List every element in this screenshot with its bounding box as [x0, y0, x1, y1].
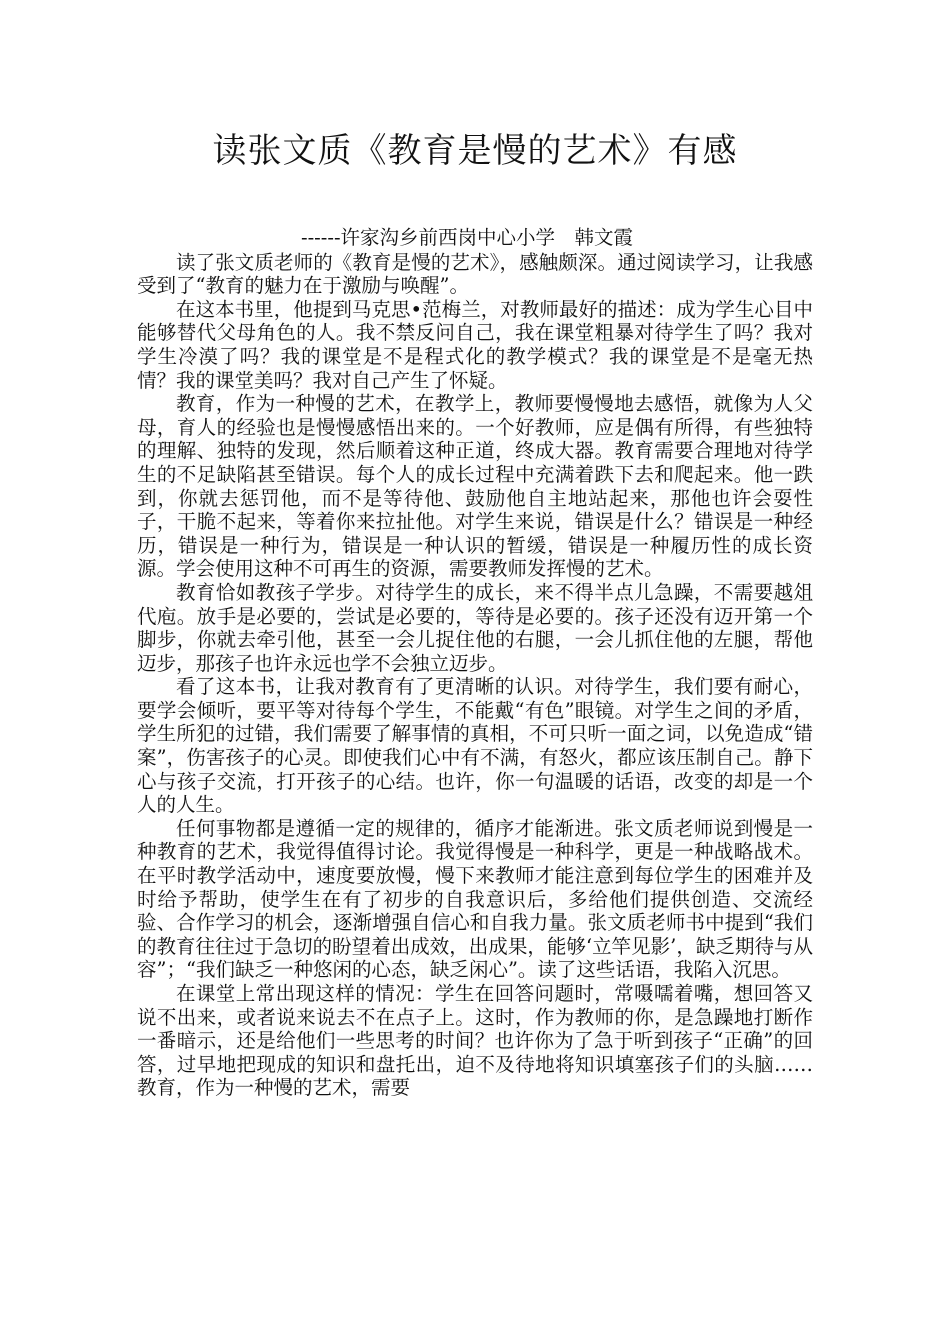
paragraph: 在课堂上常出现这样的情况：学生在回答问题时，常嗫嚅着嘴，想回答又说不出来，或者说来说去不在点子上。这时，作为教师的你，是急躁地打断作一番暗示，还是给他们一些思考的时间？也许你为了急于听到孩子“正确”的回答，过早地把现成的知识和盘托出，迫不及待地将知识填塞孩子们的头脑……教育，作为一种慢的艺术，需要	[137, 982, 813, 1100]
document-title: 读张文质《教育是慢的艺术》有感	[212, 131, 738, 171]
document-body	[137, 226, 813, 1100]
paragraph: 教育，作为一种慢的艺术，在教学上，教师要慢慢地去感悟，就像为人父母，育人的经验也是慢慢感悟出来的。一个好教师，应是偶有所得，有些独特的理解、独特的发现，然后顺着这种正道，终成大器。教育需要合理地对待学生的不足缺陷甚至错误。每个人的成长过程中充满着跌下去和爬起来。他一跌到，你就去惩罚他，而不是等待他、鼓励他自主地站起来，那他也许会耍性子，干脆不起来，等着你来拉扯他。对学生来说，错误是什么？错误是一种经历，错误是一种行为，错误是一种认识的暂缓，错误是一种履历性的成长资源。学会使用这种不可再生的资源，需要教师发挥慢的艺术。	[137, 392, 813, 581]
author-line: ------许家沟乡前西岗中心小学 韩文霞	[301, 226, 634, 249]
paragraph: 看了这本书，让我对教育有了更清晰的认识。对待学生，我们要有耐心，要学会倾听，要平等对待每个学生，不能戴“有色”眼镜。对学生之间的矛盾，学生所犯的过错，我们需要了解事情的真相，不可只听一面之词，以免造成“错案”，伤害孩子的心灵。即使我们心中有不满，有怒火，都应该压制自己。静下心与孩子交流，打开孩子的心结。也许，你一句温暖的话语，改变的却是一个人的人生。	[137, 675, 813, 817]
paragraph: 任何事物都是遵循一定的规律的，循序才能渐进。张文质老师说到慢是一种教育的艺术，我觉得值得讨论。我觉得慢是一种科学，更是一种战略战术。在平时教学活动中，速度要放慢，慢下来教师才能注意到每位学生的困难并及时给予帮助，使学生在有了初步的自我意识后，多给他们提供创造、交流经验、合作学习的机会，逐渐增强自信心和自我力量。张文质老师书中提到“我们的教育往往过于急切的盼望着出成效，出成果，能够‘立竿见影’，缺乏期待与从容”；“我们缺乏一种悠闲的心态，缺乏闲心”。读了这些话语，我陷入沉思。	[137, 816, 813, 982]
paragraph: 教育恰如教孩子学步。对待学生的成长，来不得半点儿急躁，不需要越俎代庖。放手是必要的，尝试是必要的，等待是必要的。孩子还没有迈开第一个脚步，你就去牵引他，甚至一会儿捉住他的右腿，一会儿抓住他的左腿，帮他迈步，那孩子也许永远也学不会独立迈步。	[137, 580, 813, 675]
paragraph: 在这本书里，他提到马克思•范梅兰，对教师最好的描述：成为学生心目中能够替代父母角色的人。我不禁反问自己，我在课堂粗暴对待学生了吗？我对学生冷漠了吗？我的课堂是不是程式化的教学模式？我的课堂是不是毫无热情？我的课堂美吗？我对自己产生了怀疑。	[137, 297, 813, 392]
paragraph: 读了张文质老师的《教育是慢的艺术》，感触颇深。通过阅读学习，让我感受到了“教育的魅力在于激励与唤醒”。	[137, 250, 813, 298]
